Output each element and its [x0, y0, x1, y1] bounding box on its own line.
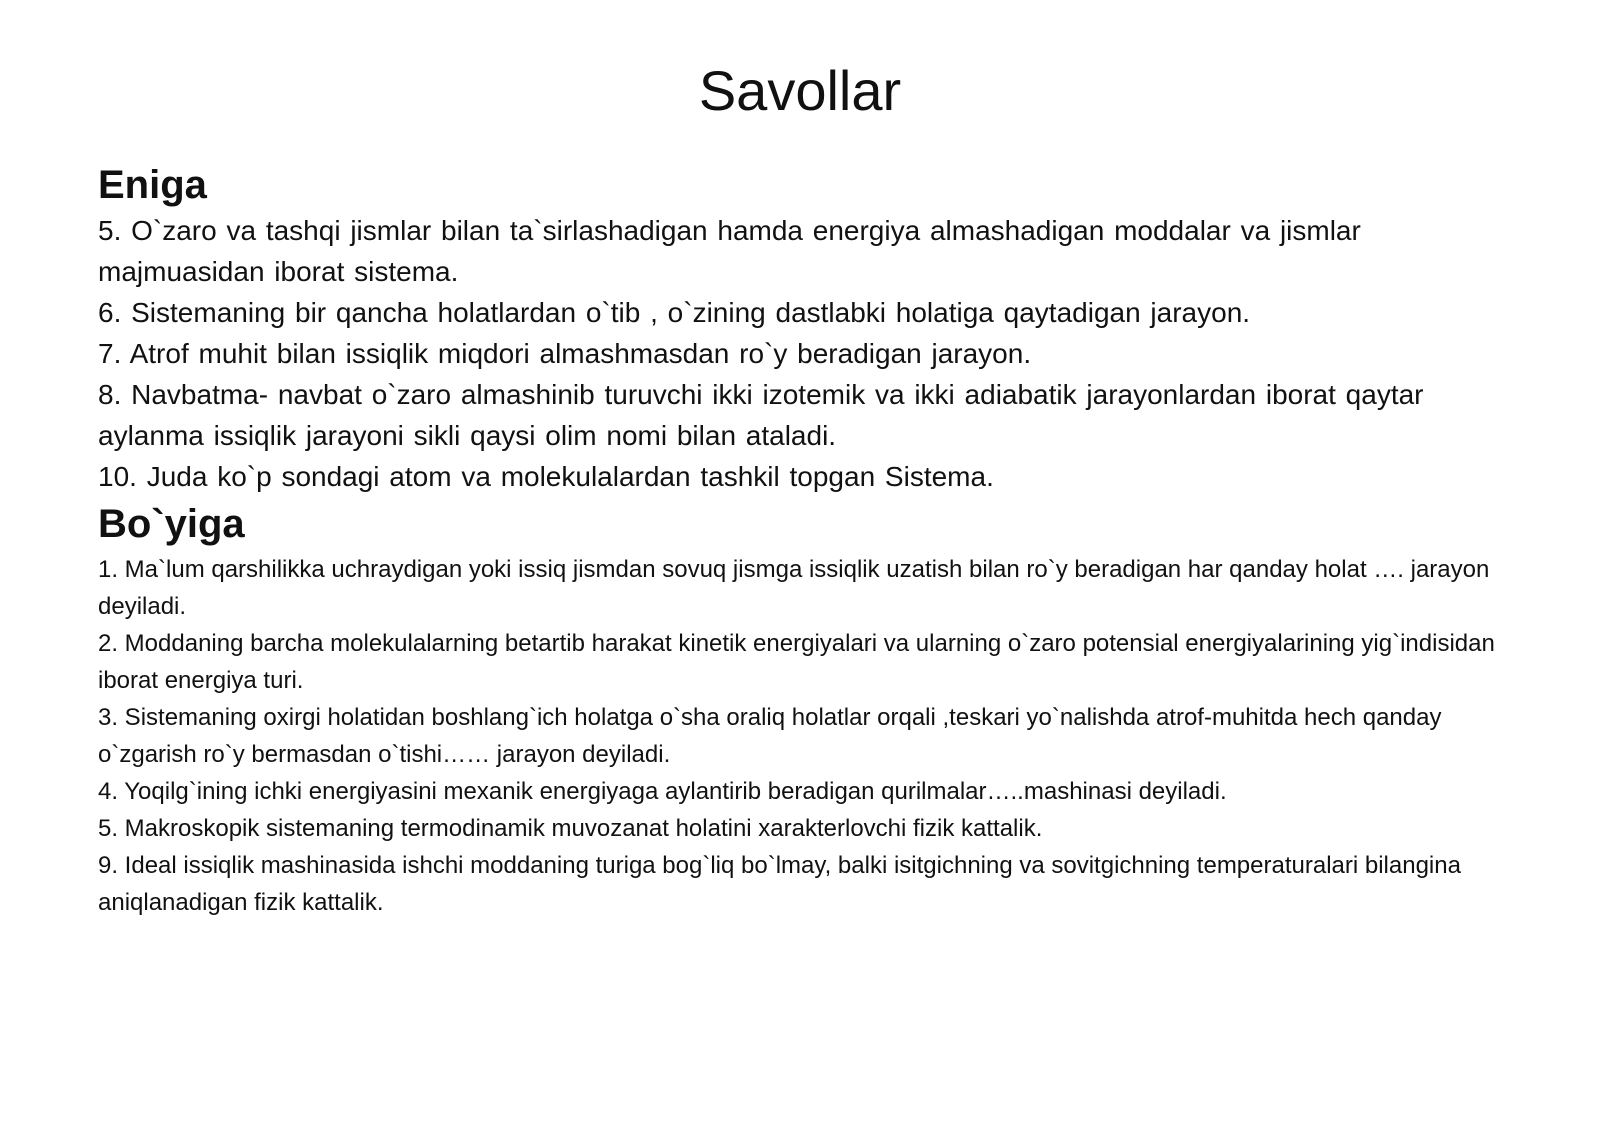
page-title: Savollar [698, 59, 902, 122]
question-item: 9. Ideal issiqlik mashinasida ishchi moddaning turiga bog`liq bo`lmay, balki isitgichning va sovitgichning temperaturalari bilangina aniqlanadigan fizik kattalik. [98, 852, 1461, 916]
question-item: 5. Makroskopik sistemaning termodinamik muvozanat holatini xarakterlovchi fizik kattalik. [98, 815, 1043, 842]
section-heading-eniga: Eniga [98, 163, 207, 207]
question-item: 5. O`zaro va tashqi jismlar bilan ta`sirlashadigan hamda energiya almashadigan moddalar va jismlar majmuasidan iborat sistema. [98, 215, 1361, 287]
question-item: 8. Navbatma- navbat o`zaro almashinib turuvchi ikki izotemik va ikki adiabatik jarayonlardan iborat qaytar aylanma issiqlik jarayoni sikli qaysi olim nomi bilan ataladi. [98, 379, 1424, 451]
question-list-boyiga [98, 551, 1498, 921]
question-item: 1. Ma`lum qarshilikka uchraydigan yoki issiq jismdan sovuq jismga issiqlik uzatish bilan ro`y beradigan har qanday holat …. jarayon deyiladi. [98, 556, 1490, 620]
question-list-eniga [98, 210, 1498, 497]
question-item: 7. Atrof muhit bilan issiqlik miqdori almashmasdan ro`y beradigan jarayon. [98, 338, 1032, 369]
question-item: 2. Moddaning barcha molekulalarning betartib harakat kinetik energiyalari va ularning o`zaro potensial energiyalarining yig`indisidan iborat energiya turi. [98, 630, 1495, 694]
section-heading-boyiga: Bo`yiga [98, 502, 245, 546]
content-body [98, 160, 1498, 921]
question-item: 4. Yoqilg`ining ichki energiyasini mexanik energiyaga aylantirib beradigan qurilmalar…..mashinasi deyiladi. [98, 778, 1227, 805]
question-item: 6. Sistemaning bir qancha holatlardan o`tib , o`zining dastlabki holatiga qaytadigan jarayon. [98, 297, 1251, 328]
question-item: 10. Juda ko`p sondagi atom va molekulalardan tashkil topgan Sistema. [98, 461, 994, 492]
question-item: 3. Sistemaning oxirgi holatidan boshlang`ich holatga o`sha oraliq holatlar orqali ,teskari yo`nalishda atrof-muhitda hech qanday o`zgarish ro`y bermasdan o`tishi…… jarayon deyiladi. [98, 704, 1442, 768]
